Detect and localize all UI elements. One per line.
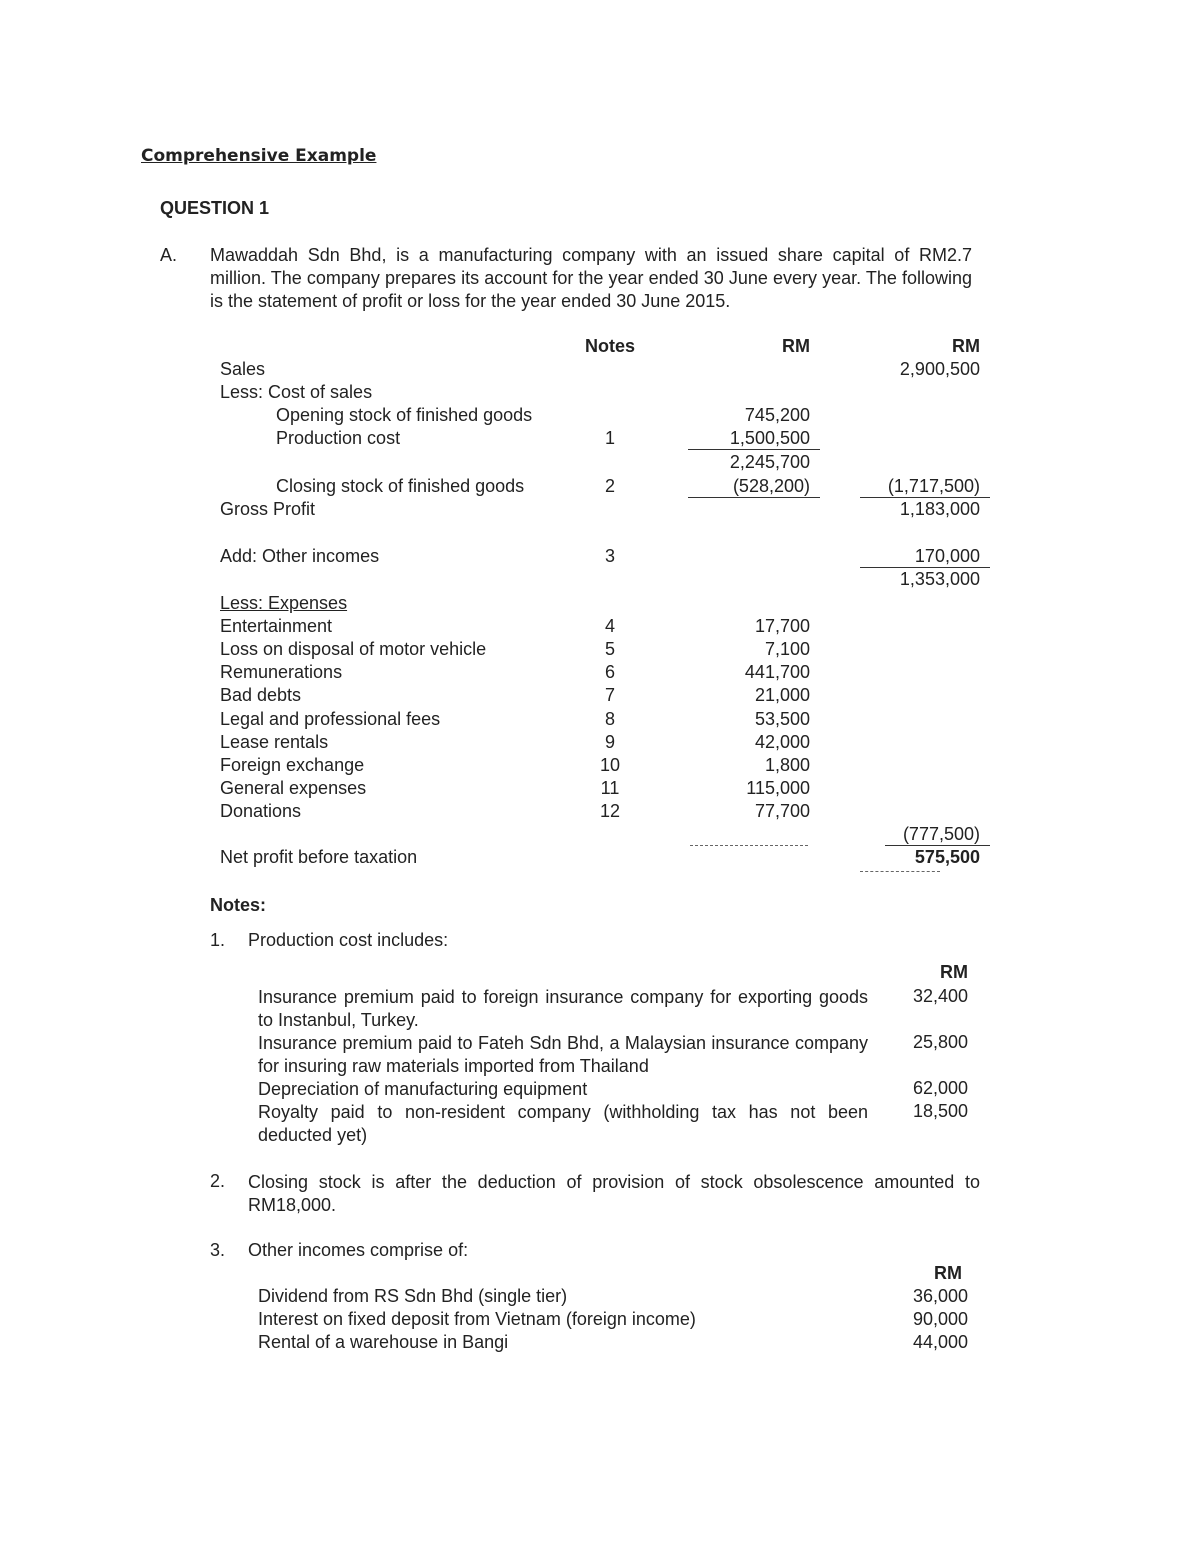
expense-label: Remunerations (220, 662, 343, 682)
production-cost-amount: 1,500,500 (729, 428, 810, 448)
note-1-amount: 32,400 (912, 986, 968, 1006)
expense-amount: 115,000 (746, 778, 810, 798)
divider (690, 845, 808, 846)
expense-label: Entertainment (220, 616, 333, 636)
column-header-notes: Notes (584, 336, 635, 356)
divider (688, 497, 820, 498)
expense-amount: 17,700 (754, 616, 810, 636)
note-3-item: Rental of a warehouse in Bangi (258, 1332, 509, 1352)
net-profit-total: 575,500 (914, 847, 980, 867)
document-heading: Comprehensive Example (141, 146, 377, 166)
closing-stock-amount: (528,200) (732, 476, 810, 496)
note-3-item: Interest on fixed deposit from Vietnam (foreign income) (258, 1309, 696, 1329)
divider (860, 567, 990, 568)
expense-label: Lease rentals (220, 732, 329, 752)
note-number: 3. (210, 1240, 226, 1260)
note-3-rm-header: RM (934, 1263, 962, 1283)
expense-label: Loss on disposal of motor vehicle (220, 639, 487, 659)
column-header-rm-2: RM (952, 336, 980, 356)
note-3-item: Dividend from RS Sdn Bhd (single tier) (258, 1286, 568, 1306)
divider (885, 845, 990, 846)
note-number: 2. (210, 1171, 226, 1191)
divider (860, 497, 990, 498)
divider (688, 449, 820, 450)
note-3-amount: 44,000 (912, 1332, 968, 1352)
expense-note: 11 (600, 778, 620, 798)
expense-amount: 441,700 (744, 662, 810, 682)
sales-total: 2,900,500 (899, 359, 980, 379)
expense-label: Foreign exchange (220, 755, 365, 775)
note-1-title: Production cost includes: (248, 930, 449, 950)
expense-note: 10 (599, 755, 621, 775)
expense-note: 6 (604, 662, 615, 682)
opening-stock-amount: 745,200 (744, 405, 810, 425)
gross-profit-label: Gross Profit (220, 499, 316, 519)
note-1-amount: 18,500 (912, 1101, 968, 1121)
note-1-amount: 62,000 (912, 1078, 968, 1098)
income-subtotal: 1,353,000 (899, 569, 980, 589)
other-incomes-note: 3 (604, 546, 615, 566)
less-expenses-label: Less: Expenses (220, 593, 348, 613)
expense-note: 7 (604, 685, 615, 705)
expense-amount: 53,500 (754, 709, 810, 729)
notes-heading: Notes: (210, 895, 267, 915)
expense-note: 4 (604, 616, 615, 636)
expense-note: 9 (604, 732, 615, 752)
note-number: 1. (210, 930, 226, 950)
expense-note: 12 (599, 801, 621, 821)
opening-stock-label: Opening stock of finished goods (276, 405, 533, 425)
note-1-item: Depreciation of manufacturing equipment (258, 1079, 588, 1099)
expense-amount: 7,100 (764, 639, 810, 659)
expense-note: 8 (604, 709, 615, 729)
gross-profit-total: 1,183,000 (899, 499, 980, 519)
production-cost-label: Production cost (276, 428, 401, 448)
closing-stock-note: 2 (604, 476, 615, 496)
sales-label: Sales (220, 359, 266, 379)
note-1-item: Insurance premium paid to Fateh Sdn Bhd, a Malaysian insurance company for insuring raw materials imported from Thailand (258, 1033, 868, 1076)
net-profit-label: Net profit before taxation (220, 847, 418, 867)
note-1-item: Royalty paid to non-resident company (withholding tax has not been deducted yet) (258, 1102, 868, 1145)
expense-amount: 1,800 (764, 755, 810, 775)
expenses-total: (777,500) (902, 824, 980, 844)
intro-paragraph: Mawaddah Sdn Bhd, is a manufacturing company with an issued share capital of RM2.7 million. The company prepares its account for the year ended 30 June every year. The following is the statement of profit or loss for the year ended 30 June 2015. (210, 245, 972, 311)
note-1-amount: 25,800 (912, 1032, 968, 1052)
expense-label: General expenses (220, 778, 367, 798)
note-1-rm-header: RM (940, 962, 968, 982)
cost-subtotal: 2,245,700 (729, 452, 810, 472)
expense-label: Legal and professional fees (220, 709, 441, 729)
expense-label: Bad debts (220, 685, 302, 705)
expense-note: 5 (604, 639, 615, 659)
expense-amount: 21,000 (754, 685, 810, 705)
note-2-text: Closing stock is after the deduction of provision of stock obsolescence amounted to RM18,000. (248, 1172, 980, 1215)
note-3-amount: 90,000 (912, 1309, 968, 1329)
expense-amount: 42,000 (754, 732, 810, 752)
expense-label: Donations (220, 801, 302, 821)
part-label: A. (160, 245, 178, 265)
note-3-amount: 36,000 (912, 1286, 968, 1306)
note-1-item: Insurance premium paid to foreign insurance company for exporting goods to Instanbul, Turkey. (258, 987, 868, 1030)
note-3-title: Other incomes comprise of: (248, 1240, 469, 1260)
question-title: QUESTION 1 (160, 198, 270, 218)
production-cost-note: 1 (604, 428, 615, 448)
divider (860, 871, 940, 872)
closing-stock-label: Closing stock of finished goods (276, 476, 525, 496)
other-incomes-total: 170,000 (914, 546, 980, 566)
less-cost-of-sales-label: Less: Cost of sales (220, 382, 373, 402)
column-header-rm-1: RM (782, 336, 810, 356)
cost-of-sales-total: (1,717,500) (887, 476, 980, 496)
expense-amount: 77,700 (754, 801, 810, 821)
other-incomes-label: Add: Other incomes (220, 546, 380, 566)
